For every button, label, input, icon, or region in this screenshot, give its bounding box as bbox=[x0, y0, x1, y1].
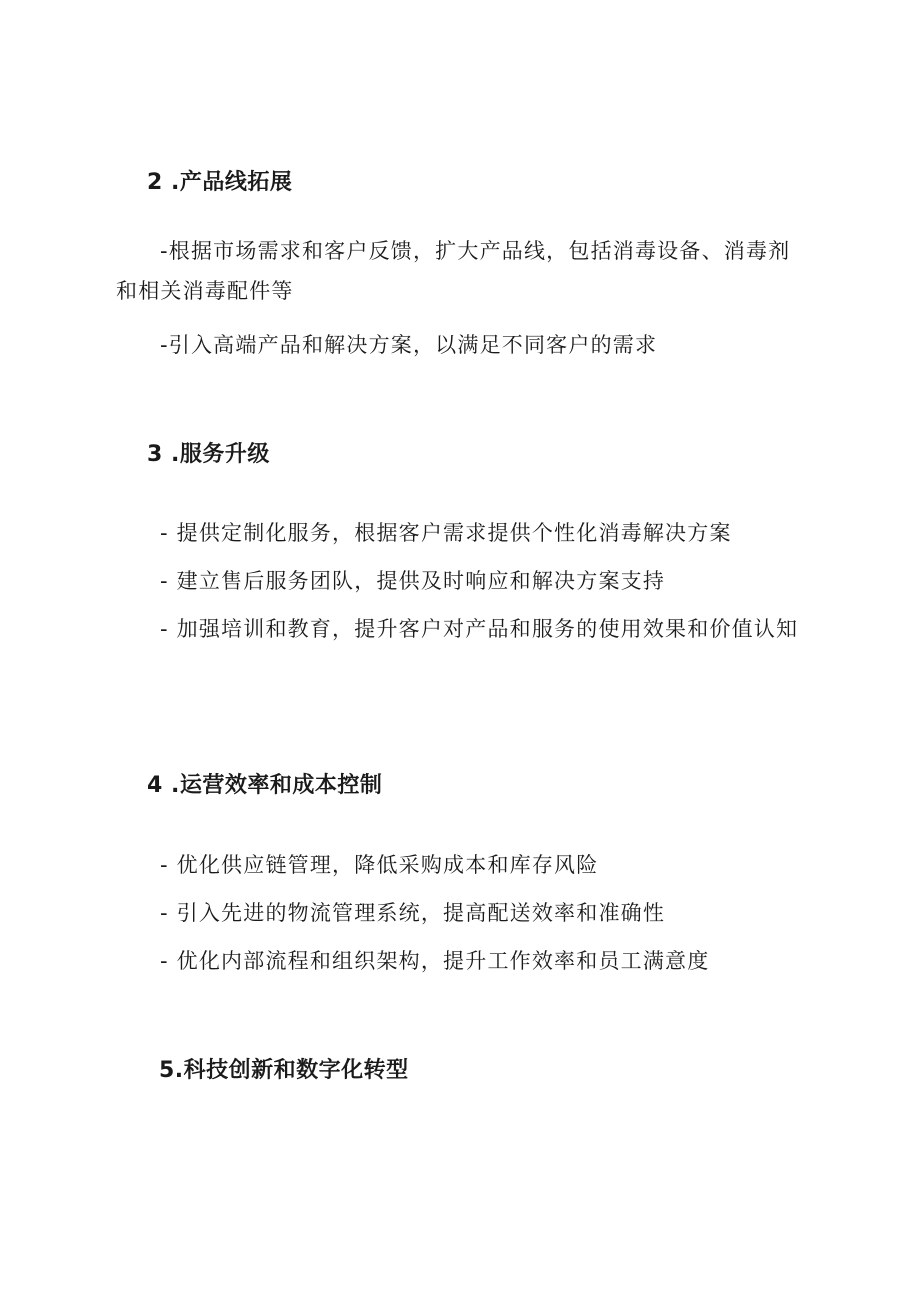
section-heading-operations: 4 .运营效率和成本控制 bbox=[147, 773, 383, 798]
list-item: -引入高端产品和解决方案，以满足不同客户的需求 bbox=[160, 333, 658, 357]
list-item: - 优化供应链管理，降低采购成本和库存风险 bbox=[160, 853, 599, 877]
list-item: - 提供定制化服务，根据客户需求提供个性化消毒解决方案 bbox=[160, 521, 732, 545]
list-item: - 建立售后服务团队，提供及时响应和解决方案支持 bbox=[160, 569, 666, 593]
list-item: -根据市场需求和客户反馈，扩大产品线，包括消毒设备、消毒剂和相关消毒配件等 bbox=[116, 239, 791, 303]
list-item: - 引入先进的物流管理系统，提高配送效率和准确性 bbox=[160, 901, 666, 925]
list-item: - 优化内部流程和组织架构，提升工作效率和员工满意度 bbox=[160, 949, 710, 973]
section-heading-product-line: 2 .产品线拓展 bbox=[147, 170, 293, 195]
section-heading-service-upgrade: 3 .服务升级 bbox=[147, 442, 270, 467]
list-item: - 加强培训和教育，提升客户对产品和服务的使用效果和价值认知 bbox=[160, 617, 799, 641]
section-heading-tech-innovation: 5.科技创新和数字化转型 bbox=[159, 1058, 409, 1083]
